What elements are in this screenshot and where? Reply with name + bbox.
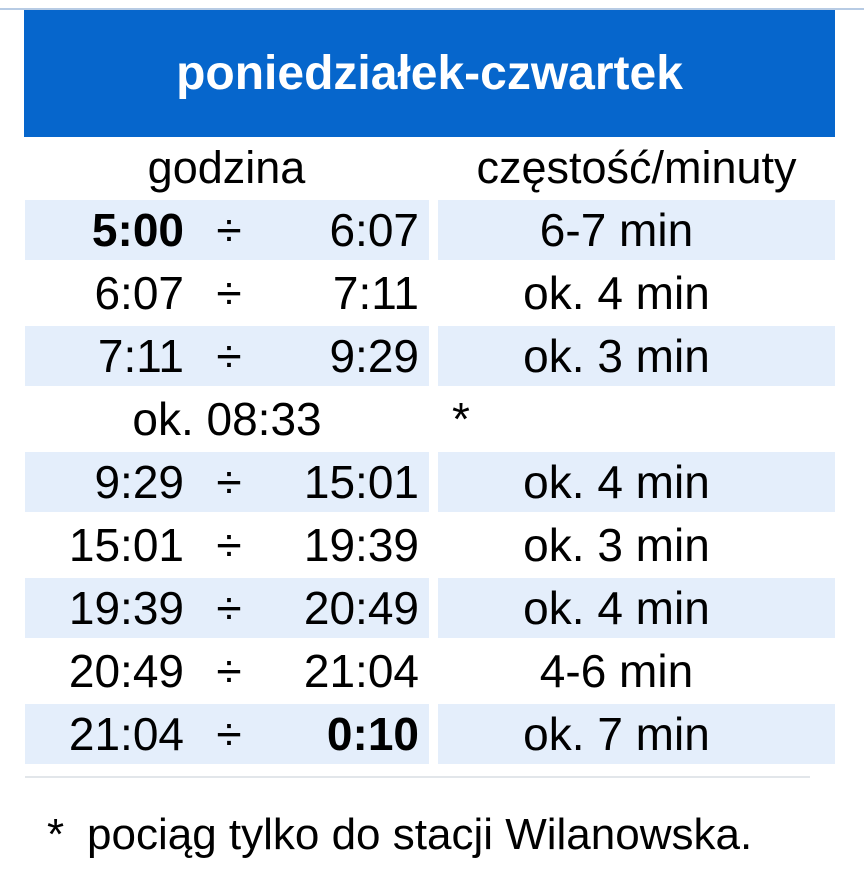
frequency-cell [438, 452, 835, 512]
frequency-value: 4-6 min [539, 645, 694, 697]
time-end: 20:49 [303, 582, 419, 634]
range-divider: ÷ [216, 645, 242, 697]
column-header-time: godzina [147, 142, 306, 193]
range-divider: ÷ [216, 204, 242, 256]
frequency-value: ok. 4 min [523, 456, 710, 508]
frequency-cell [438, 515, 835, 575]
time-range-cell [25, 200, 429, 260]
range-divider: ÷ [216, 330, 242, 382]
time-start: 5:00 [91, 204, 184, 256]
footnote-marker: * [47, 810, 65, 859]
time-start: 15:01 [68, 519, 184, 571]
time-start: 7:11 [97, 330, 184, 382]
time-range-cell [25, 263, 429, 323]
frequency-value: 6-7 min [539, 204, 694, 256]
footnote [47, 810, 752, 860]
frequency-value: ok. 3 min [523, 330, 710, 382]
range-divider: ÷ [216, 582, 242, 634]
column-header-frequency: częstość/minuty [476, 142, 797, 193]
table-row [25, 578, 835, 638]
time-end: 0:10 [326, 708, 419, 760]
table-row [25, 200, 835, 260]
note-time-cell [25, 389, 429, 449]
time-end: 19:39 [303, 519, 419, 571]
time-range-cell [25, 578, 429, 638]
table-row [25, 452, 835, 512]
frequency-cell [438, 200, 835, 260]
timetable-body [25, 200, 835, 767]
note-marker: * [452, 393, 470, 445]
time-end: 7:11 [332, 267, 419, 319]
time-end: 21:04 [303, 645, 419, 697]
time-start: 19:39 [68, 582, 184, 634]
table-row [25, 515, 835, 575]
frequency-cell [438, 641, 835, 701]
frequency-cell [438, 704, 835, 764]
range-divider: ÷ [216, 267, 242, 319]
time-start: 21:04 [68, 708, 184, 760]
timetable-header [24, 10, 835, 137]
table-row-note [25, 389, 835, 449]
time-start: 6:07 [94, 267, 184, 319]
time-end: 9:29 [329, 330, 419, 382]
time-range-cell [25, 326, 429, 386]
time-end: 15:01 [303, 456, 419, 508]
frequency-cell [438, 263, 835, 323]
frequency-value: ok. 3 min [523, 519, 710, 571]
note-marker-cell [438, 389, 835, 449]
note-time: ok. 08:33 [132, 393, 322, 445]
time-start: 9:29 [94, 456, 184, 508]
table-row [25, 704, 835, 764]
range-divider: ÷ [216, 519, 242, 571]
footnote-text: pociąg tylko do stacji Wilanowska. [87, 810, 753, 859]
frequency-value: ok. 7 min [523, 708, 710, 760]
table-bottom-border [25, 776, 810, 778]
time-range-cell [25, 515, 429, 575]
range-divider: ÷ [216, 456, 242, 508]
time-range-cell [25, 641, 429, 701]
page-title: poniedziałek-czwartek [176, 47, 683, 100]
range-divider: ÷ [216, 708, 242, 760]
frequency-value: ok. 4 min [523, 267, 710, 319]
time-start: 20:49 [68, 645, 184, 697]
table-row [25, 326, 835, 386]
table-row [25, 641, 835, 701]
frequency-value: ok. 4 min [523, 582, 710, 634]
frequency-cell [438, 326, 835, 386]
time-range-cell [25, 452, 429, 512]
frequency-cell [438, 578, 835, 638]
table-row [25, 263, 835, 323]
time-end: 6:07 [329, 204, 419, 256]
column-headers [24, 142, 835, 198]
time-range-cell [25, 704, 429, 764]
